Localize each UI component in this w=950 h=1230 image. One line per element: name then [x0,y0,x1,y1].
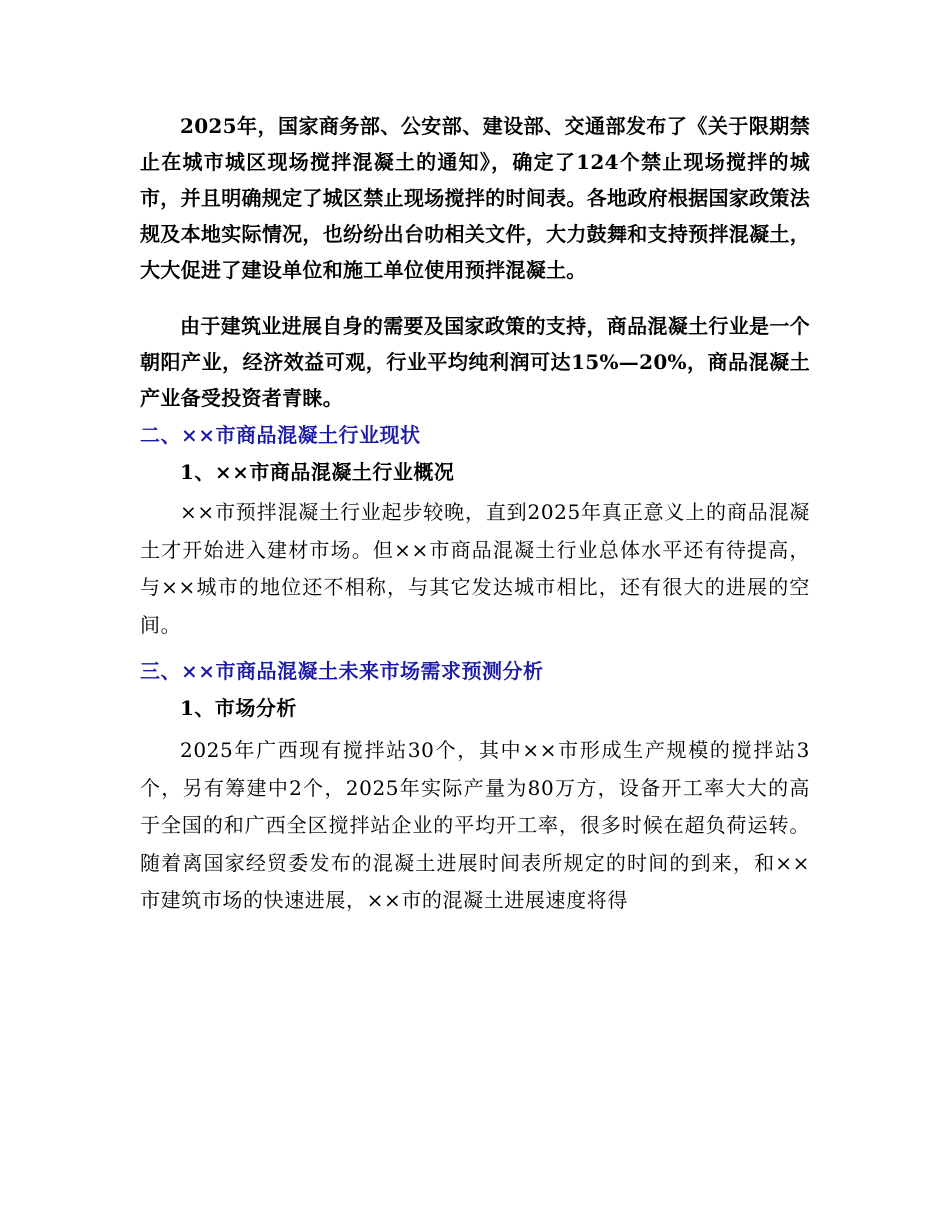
paragraph-local-status: ××市预拌混凝土行业起步较晚，直到2025年真正意义上的商品混凝土才开始进入建材市场。但××市商品混凝土行业总体水平还有待提高，与××城市的地位还不相称，与其它发达城市相比，还有很大的进展的空间。 [140,500,810,637]
document-page [140,108,810,920]
paragraph-industry-outlook: 由于建筑业进展自身的需要及国家政策的支持，商品混凝土行业是一个朝阳产业，经济效益可观，行业平均纯利润可达15%—20%，商品混凝土产业备受投资者青睐。 [140,314,810,410]
subsection-heading-2-1: 1、××市商品混凝土行业概况 [180,460,455,484]
paragraph-market-analysis: 2025年广西现有搅拌站30个，其中××市形成生产规模的搅拌站3个，另有筹建中2个，2025年实际产量为80万方，设备开工率大大的高于全国的和广西全区搅拌站企业的平均开工率，很多时候在超负荷运转。随着离国家经贸委发布的混凝土进展时间表所规定的时间的到来，和××市建筑市场的快速进展，××市的混凝土进展速度将得 [140,738,810,912]
subsection-heading-3-1: 1、市场分析 [180,696,297,720]
paragraph-policy: 2025年，国家商务部、公安部、建设部、交通部发布了《关于限期禁止在城市城区现场搅拌混凝土的通知》，确定了124个禁止现场搅拌的城市，并且明确规定了城区禁止现场搅拌的时间表。各地政府根据国家政策法规及本地实际情况，也纷纷出台叻相关文件，大力鼓舞和支持预拌混凝土，大大促进了建设单位和施工单位使用预拌混凝土。 [140,114,810,282]
section-heading-3: 三、××市商品混凝土未来市场需求预测分析 [140,659,544,683]
section-heading-2: 二、××市商品混凝土行业现状 [140,423,421,447]
